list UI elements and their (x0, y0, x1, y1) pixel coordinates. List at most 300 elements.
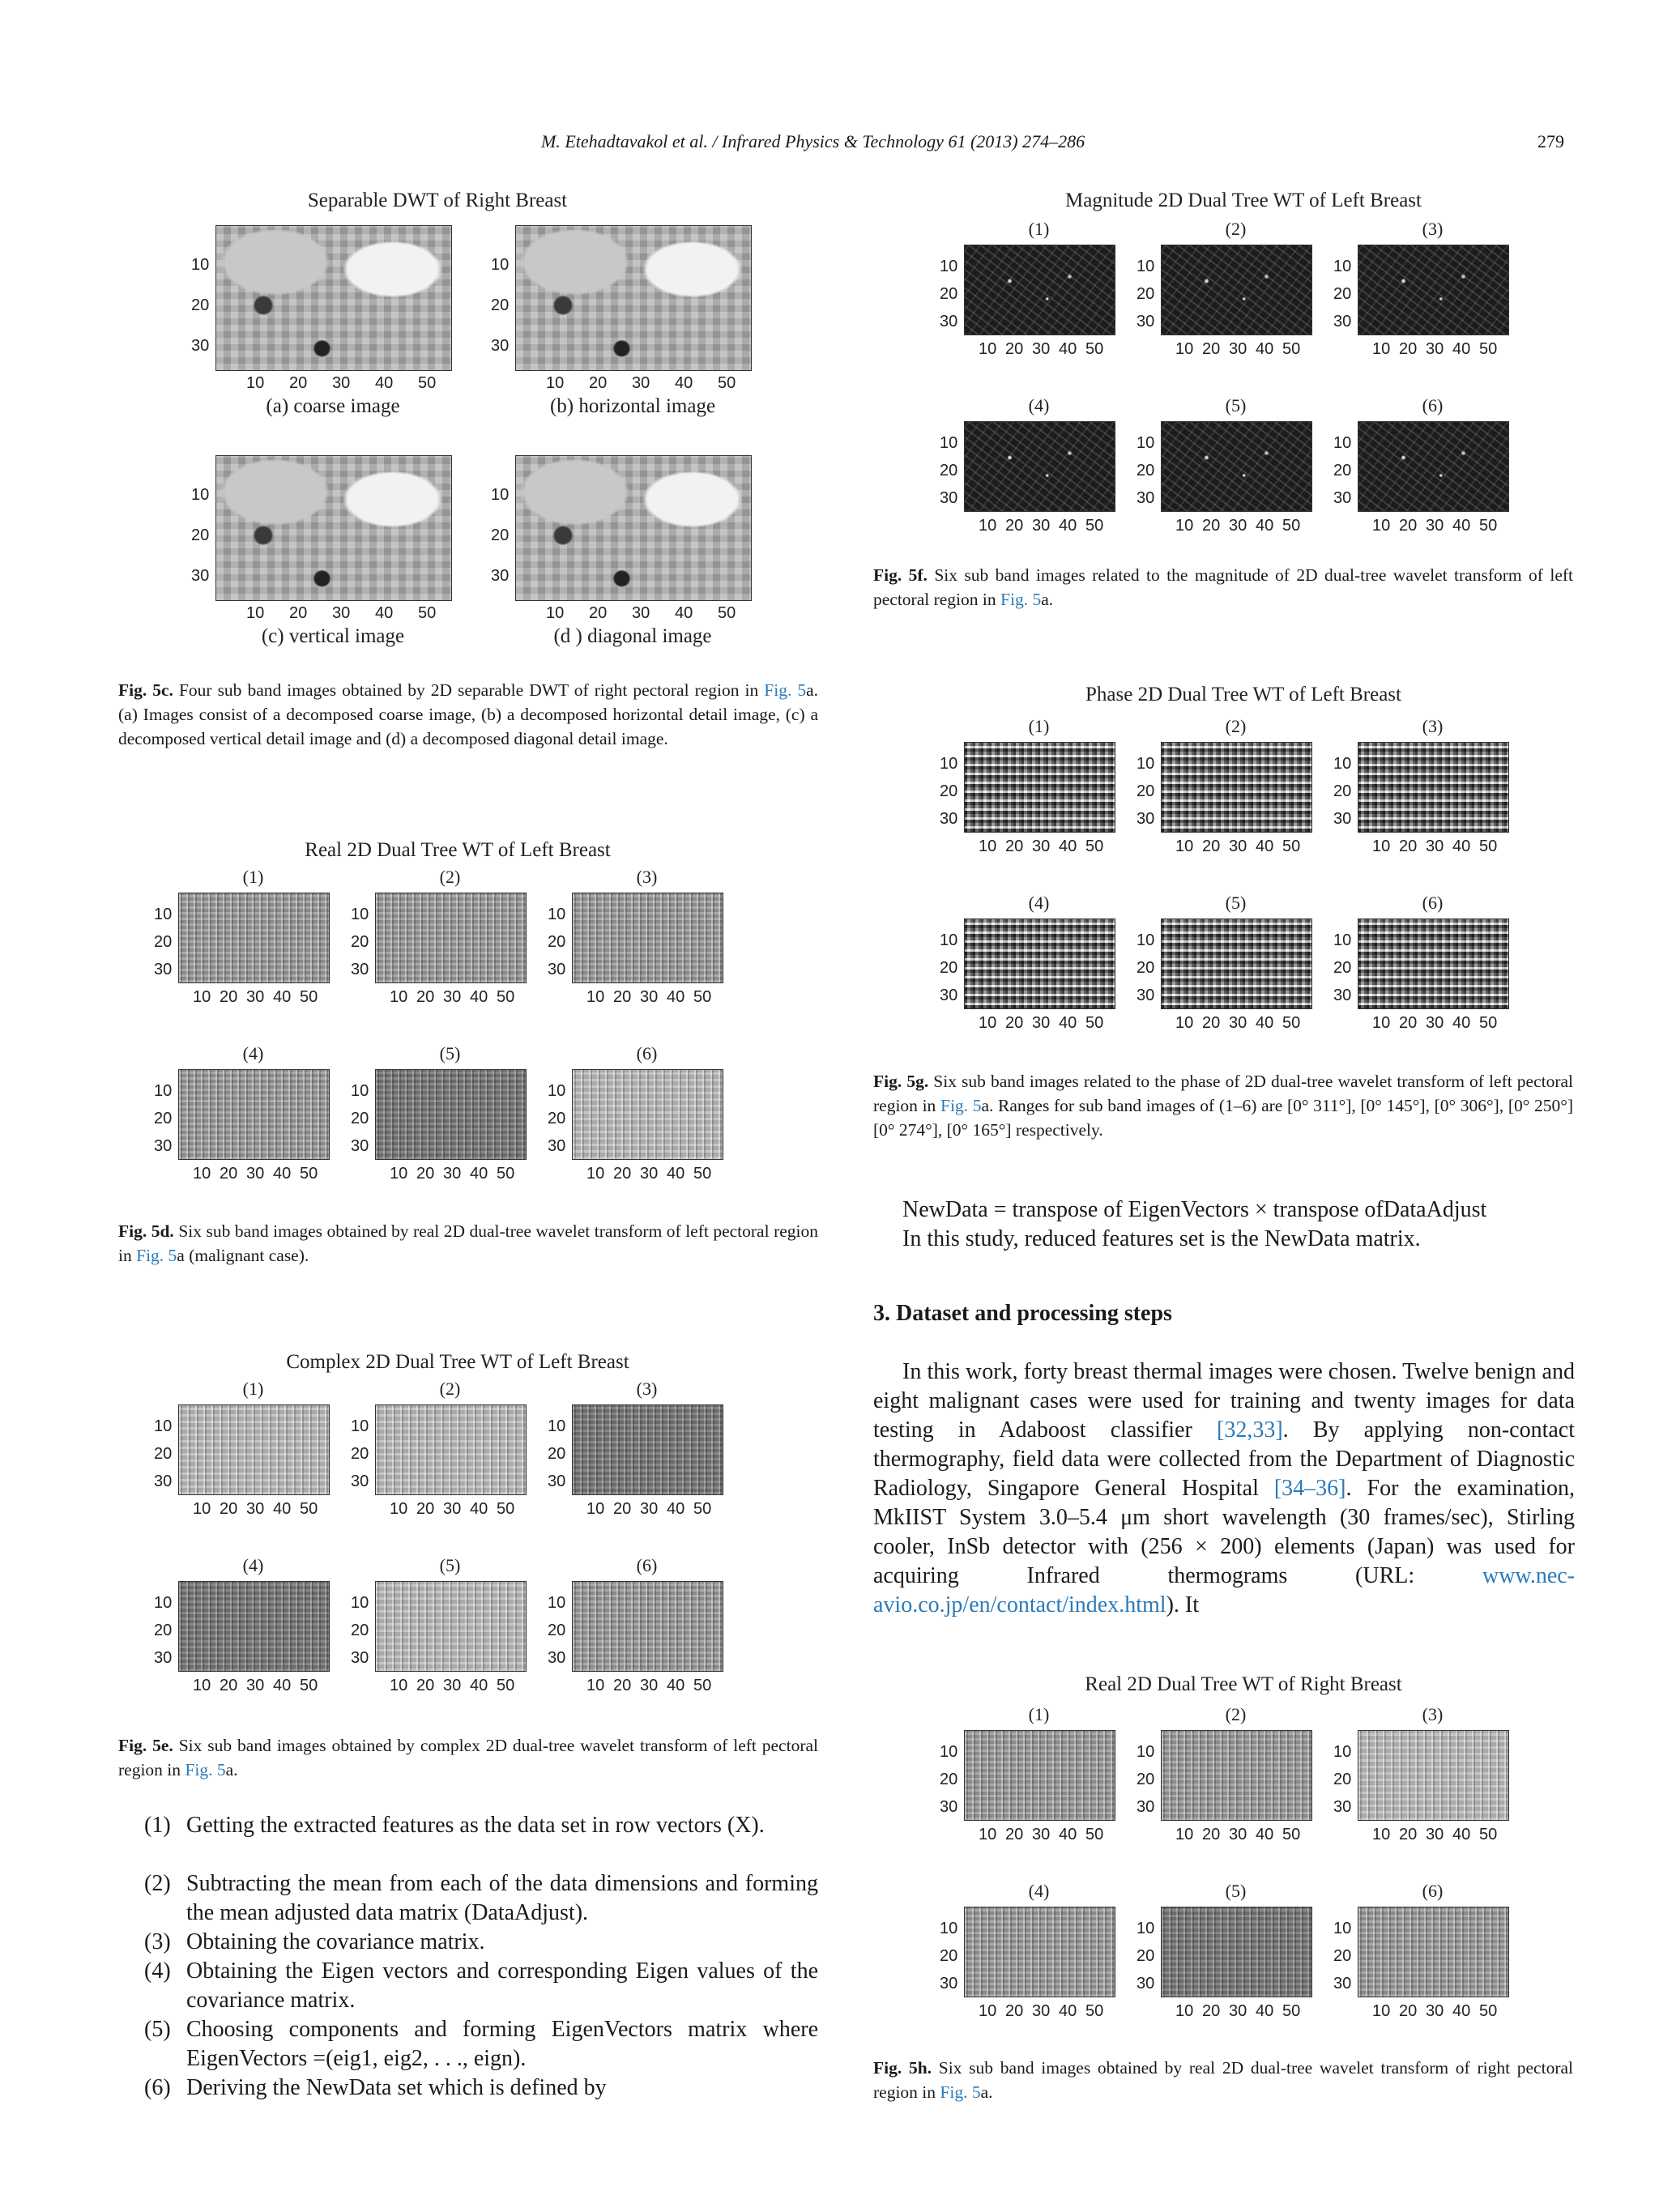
x-tick-label: 40 (1059, 1014, 1077, 1032)
x-tick-label: 40 (1452, 340, 1471, 358)
caption-fig5e (118, 1733, 818, 1782)
x-tick-label: 30 (1229, 1826, 1247, 1843)
panel-number-label: (2) (1225, 716, 1247, 736)
y-tick-label: 20 (154, 1622, 173, 1639)
panel-number-label: (6) (636, 1043, 658, 1063)
y-tick-label: 10 (351, 1417, 369, 1435)
y-tick-label: 30 (1137, 313, 1155, 330)
x-tick-label: 20 (289, 604, 308, 622)
panel-number-label: (1) (1028, 716, 1050, 736)
y-tick-label: 30 (1137, 810, 1155, 828)
x-tick-label: 50 (693, 1677, 712, 1694)
x-tick-label: 30 (632, 374, 650, 392)
y-tick-label: 10 (1333, 755, 1352, 773)
x-tick-label: 30 (332, 604, 351, 622)
subband-image-panel (964, 918, 1115, 1009)
caption-text: a. (225, 1760, 238, 1779)
x-tick-label: 40 (1256, 1014, 1274, 1032)
x-tick-label: 50 (1085, 340, 1104, 358)
y-tick-label: 30 (940, 810, 958, 828)
x-tick-label: 30 (1032, 1826, 1051, 1843)
subband-image-panel (1358, 742, 1509, 833)
x-tick-label: 40 (1059, 2002, 1077, 2020)
x-tick-label: 20 (220, 1677, 238, 1694)
panel-label-b: (b) horizontal image (549, 395, 716, 417)
y-tick-label: 20 (351, 1622, 369, 1639)
y-tick-label: 20 (191, 526, 210, 544)
paragraph-text: . For the examination, MkIIST System 3.0–5.4 μm short wavelength (30 frames/sec), Stirling cooler, InSb detector with (256 × 200) elements (Japan) was used for acquiring Infrared thermograms (URL: (873, 1476, 1575, 1588)
y-tick-label: 20 (191, 296, 210, 314)
x-tick-label: 30 (246, 1165, 265, 1183)
figure-5d (146, 834, 770, 1191)
y-tick-label: 30 (940, 1798, 958, 1816)
caption-label: Fig. 5h. (873, 2058, 932, 2078)
x-tick-label: 20 (1399, 340, 1418, 358)
x-tick-label: 40 (1452, 1014, 1471, 1032)
y-tick-label: 10 (940, 931, 958, 949)
y-tick-label: 10 (940, 755, 958, 773)
y-tick-label: 10 (1137, 1743, 1155, 1761)
y-tick-label: 30 (191, 567, 210, 585)
y-tick-label: 20 (940, 1771, 958, 1788)
x-tick-label: 30 (332, 374, 351, 392)
subband-image-panel (1161, 245, 1312, 335)
x-tick-label: 40 (667, 1677, 685, 1694)
x-tick-label: 30 (443, 1677, 462, 1694)
caption-label: Fig. 5f. (873, 565, 928, 585)
x-tick-label: 50 (1479, 837, 1498, 855)
paragraph-text: . By applying non-contact thermography, field data were collected from the Department of Diagnostic Radiology, Singapore General Hospital (873, 1417, 1576, 1501)
caption-text: Six sub band images obtained by complex 2D dual-tree wavelet transform of left pectoral region in (118, 1736, 819, 1779)
x-tick-label: 20 (1005, 1826, 1024, 1843)
x-tick-label: 10 (1372, 340, 1391, 358)
subband-image-panel (375, 1581, 527, 1672)
x-tick-label: 50 (497, 1500, 515, 1518)
y-tick-label: 20 (1333, 1947, 1352, 1965)
y-tick-label: 30 (154, 1649, 173, 1667)
y-tick-label: 10 (154, 1594, 173, 1612)
panel-number-label: (2) (1225, 219, 1247, 239)
x-tick-label: 10 (390, 1677, 408, 1694)
y-tick-label: 20 (1137, 1947, 1155, 1965)
url-link[interactable]: www.nec-avio.co.jp/en/contact/index.html (873, 1563, 1576, 1617)
y-tick-label: 10 (548, 1082, 566, 1100)
x-tick-label: 30 (443, 988, 462, 1006)
subband-image-panel (1358, 245, 1509, 335)
figure-title: Complex 2D Dual Tree WT of Left Breast (286, 1351, 629, 1373)
x-tick-label: 50 (497, 1165, 515, 1183)
panel-number-label: (6) (1422, 1881, 1444, 1901)
panel-number-label: (1) (242, 1379, 264, 1399)
x-tick-label: 20 (416, 1677, 435, 1694)
y-tick-label: 30 (1137, 987, 1155, 1004)
subband-image-panel (1358, 1907, 1509, 1997)
panel-number-label: (1) (1028, 1704, 1050, 1724)
x-tick-label: 30 (1032, 517, 1051, 535)
y-tick-label: 30 (940, 313, 958, 330)
y-tick-label: 30 (351, 1137, 369, 1155)
x-tick-label: 20 (613, 1165, 632, 1183)
panel-number-label: (5) (1225, 395, 1247, 416)
x-tick-label: 40 (273, 1500, 292, 1518)
y-tick-label: 10 (351, 1082, 369, 1100)
y-tick-label: 30 (940, 987, 958, 1004)
x-tick-label: 10 (193, 1677, 211, 1694)
panel-vertical-image (215, 455, 452, 601)
subband-image-panel (1161, 742, 1312, 833)
figure-5e (146, 1346, 770, 1703)
citation-link[interactable]: [34–36] (1273, 1476, 1346, 1501)
list-number: (6) (144, 2075, 171, 2100)
list-number: (4) (144, 1958, 171, 1984)
x-tick-label: 20 (613, 1677, 632, 1694)
panel-number-label: (1) (242, 867, 264, 887)
y-tick-label: 30 (548, 1649, 566, 1667)
x-tick-label: 20 (613, 1500, 632, 1518)
x-tick-label: 30 (1229, 2002, 1247, 2020)
x-tick-label: 10 (546, 604, 565, 622)
panel-number-label: (1) (1028, 219, 1050, 239)
caption-text: a (malignant case). (177, 1246, 309, 1265)
figure-5g (932, 684, 1555, 1056)
y-tick-label: 20 (940, 1947, 958, 1965)
x-tick-label: 20 (1202, 340, 1221, 358)
list-number: (1) (144, 1813, 171, 1838)
x-tick-label: 30 (632, 604, 650, 622)
x-tick-label: 10 (979, 837, 997, 855)
x-tick-label: 50 (1282, 517, 1301, 535)
y-tick-label: 20 (491, 296, 510, 314)
x-tick-label: 10 (390, 1165, 408, 1183)
x-tick-label: 50 (1085, 1014, 1104, 1032)
x-tick-label: 10 (586, 1677, 605, 1694)
x-tick-label: 20 (416, 988, 435, 1006)
y-tick-label: 20 (548, 933, 566, 951)
subband-image-panel (964, 1730, 1115, 1821)
y-tick-label: 10 (154, 906, 173, 923)
panel-number-label: (6) (636, 1555, 658, 1575)
y-tick-label: 20 (940, 462, 958, 479)
section-heading: 3. Dataset and processing steps (873, 1301, 1172, 1326)
x-tick-label: 10 (586, 988, 605, 1006)
x-tick-label: 30 (246, 988, 265, 1006)
y-tick-label: 20 (1137, 782, 1155, 800)
y-tick-label: 10 (940, 434, 958, 452)
x-tick-label: 10 (1175, 2002, 1194, 2020)
panel-number-label: (5) (1225, 893, 1247, 913)
x-tick-label: 40 (470, 988, 488, 1006)
x-tick-label: 50 (693, 1500, 712, 1518)
caption-fig5c (118, 678, 818, 751)
subband-image-panel (572, 1581, 723, 1672)
x-tick-label: 50 (300, 1165, 318, 1183)
x-tick-label: 30 (1032, 1014, 1051, 1032)
panel-number-label: (3) (1422, 716, 1444, 736)
y-tick-label: 30 (154, 961, 173, 978)
x-tick-label: 20 (1005, 340, 1024, 358)
body-paragraph (873, 1357, 1575, 1620)
x-tick-label: 30 (1032, 837, 1051, 855)
y-tick-label: 30 (1333, 489, 1352, 507)
y-tick-label: 20 (1137, 1771, 1155, 1788)
y-tick-label: 20 (1333, 1771, 1352, 1788)
y-tick-label: 30 (1333, 1975, 1352, 1993)
x-tick-label: 50 (1085, 837, 1104, 855)
panel-number-label: (4) (242, 1555, 264, 1575)
x-tick-label: 10 (979, 2002, 997, 2020)
x-tick-label: 30 (1426, 837, 1444, 855)
subband-image-panel (572, 893, 723, 983)
x-tick-label: 40 (667, 1165, 685, 1183)
subband-image-panel (178, 1069, 330, 1160)
y-tick-label: 30 (1137, 1975, 1155, 1993)
caption-text: a. (980, 2082, 993, 2102)
list-text: Subtracting the mean from each of the data dimensions and forming the mean adjusted data matrix (DataAdjust). (186, 1871, 818, 1925)
x-tick-label: 40 (1452, 517, 1471, 535)
y-tick-label: 30 (1137, 489, 1155, 507)
x-tick-label: 30 (246, 1677, 265, 1694)
panel-number-label: (4) (1028, 395, 1050, 416)
y-tick-label: 30 (1137, 1798, 1155, 1816)
x-tick-label: 10 (193, 988, 211, 1006)
x-tick-label: 30 (1032, 340, 1051, 358)
y-tick-label: 30 (154, 1473, 173, 1490)
x-tick-label: 10 (586, 1500, 605, 1518)
y-tick-label: 20 (491, 526, 510, 544)
panel-label-c: (c) vertical image (261, 625, 405, 647)
x-tick-label: 10 (1372, 1826, 1391, 1843)
y-tick-label: 20 (1333, 782, 1352, 800)
caption-fig5h (873, 2056, 1573, 2104)
x-tick-label: 40 (1059, 837, 1077, 855)
x-tick-label: 20 (1202, 1826, 1221, 1843)
list-number: (3) (144, 1929, 171, 1954)
list-text: Obtaining the covariance matrix. (186, 1929, 485, 1954)
figure-5h (932, 1672, 1555, 2036)
x-tick-label: 50 (300, 1500, 318, 1518)
x-tick-label: 30 (1426, 1826, 1444, 1843)
x-tick-label: 50 (418, 374, 437, 392)
x-tick-label: 10 (1175, 1014, 1194, 1032)
x-tick-label: 40 (1256, 1826, 1274, 1843)
x-tick-label: 40 (470, 1500, 488, 1518)
x-tick-label: 40 (1452, 1826, 1471, 1843)
y-tick-label: 10 (491, 486, 510, 504)
y-tick-label: 10 (1137, 755, 1155, 773)
x-tick-label: 50 (1282, 340, 1301, 358)
y-tick-label: 10 (940, 1920, 958, 1937)
y-tick-label: 10 (548, 1417, 566, 1435)
figure-link[interactable]: Fig. 5 (136, 1246, 177, 1265)
list-text: Deriving the NewData set which is defined by (186, 2075, 607, 2100)
list-item (144, 1928, 818, 1957)
y-tick-label: 20 (548, 1622, 566, 1639)
subband-image-panel (1358, 918, 1509, 1009)
x-tick-label: 50 (418, 604, 437, 622)
panel-number-label: (3) (1422, 1704, 1444, 1724)
list-number: (2) (144, 1871, 171, 1896)
x-tick-label: 10 (1372, 837, 1391, 855)
subband-image-panel (1161, 1730, 1312, 1821)
x-tick-label: 10 (246, 374, 265, 392)
x-tick-label: 20 (589, 374, 608, 392)
x-tick-label: 10 (1175, 1826, 1194, 1843)
citation-link[interactable]: [32,33] (1217, 1417, 1283, 1443)
caption-text: a. (1041, 590, 1054, 609)
caption-fig5g (873, 1069, 1573, 1142)
caption-label: Fig. 5c. (118, 680, 173, 700)
x-tick-label: 20 (416, 1500, 435, 1518)
figure-link[interactable]: Fig. 5 (1000, 590, 1042, 609)
subband-image-panel (964, 245, 1115, 335)
running-header: M. Etehadtavakol et al. / Infrared Physics & Technology 61 (2013) 274–286 (541, 131, 1085, 151)
x-tick-label: 10 (1175, 837, 1194, 855)
panel-diagonal-image (515, 455, 752, 601)
x-tick-label: 20 (589, 604, 608, 622)
panel-number-label: (6) (1422, 893, 1444, 913)
subband-image-panel (1161, 918, 1312, 1009)
x-tick-label: 40 (1059, 340, 1077, 358)
x-tick-label: 10 (390, 988, 408, 1006)
y-tick-label: 10 (154, 1417, 173, 1435)
y-tick-label: 10 (940, 258, 958, 275)
y-tick-label: 10 (191, 486, 210, 504)
x-tick-label: 40 (1059, 1826, 1077, 1843)
x-tick-label: 40 (1256, 517, 1274, 535)
x-tick-label: 50 (497, 1677, 515, 1694)
x-tick-label: 40 (1256, 2002, 1274, 2020)
caption-text: Four sub band images obtained by 2D separable DWT of right pectoral region in (178, 680, 759, 700)
figure-link[interactable]: Fig. 5 (940, 1096, 982, 1115)
caption-text: a. (a) Images consist of a decomposed coarse image, (b) a decomposed horizontal detail image, (c) a decomposed vertical detail image and (d) a decomposed diagonal detail image. (118, 680, 819, 748)
paragraph-text: ). It (1166, 1592, 1200, 1617)
x-tick-label: 10 (979, 517, 997, 535)
caption-label: Fig. 5d. (118, 1221, 174, 1241)
caption-fig5f (873, 563, 1573, 612)
x-tick-label: 10 (546, 374, 565, 392)
panel-number-label: (6) (1422, 395, 1444, 416)
y-tick-label: 10 (1333, 1743, 1352, 1761)
x-tick-label: 30 (443, 1165, 462, 1183)
figure-link[interactable]: Fig. 5 (185, 1760, 226, 1779)
caption-text: Six sub band images obtained by real 2D dual-tree wavelet transform of right pectoral region in (873, 2058, 1574, 2102)
y-tick-label: 20 (548, 1445, 566, 1463)
y-tick-label: 10 (351, 906, 369, 923)
subband-image-panel (1161, 421, 1312, 512)
x-tick-label: 30 (1229, 517, 1247, 535)
list-text: Getting the extracted features as the data set in row vectors (X). (186, 1813, 765, 1838)
x-tick-label: 50 (1282, 1014, 1301, 1032)
x-tick-label: 20 (220, 988, 238, 1006)
panel-number-label: (4) (1028, 893, 1050, 913)
x-tick-label: 10 (193, 1165, 211, 1183)
x-tick-label: 20 (1399, 1826, 1418, 1843)
y-tick-label: 10 (1333, 931, 1352, 949)
y-tick-label: 20 (940, 285, 958, 303)
figure-title: Separable DWT of Right Breast (307, 190, 568, 211)
x-tick-label: 30 (1426, 1014, 1444, 1032)
x-tick-label: 30 (443, 1500, 462, 1518)
x-tick-label: 50 (693, 1165, 712, 1183)
x-tick-label: 10 (390, 1500, 408, 1518)
caption-text: Six sub band images obtained by real 2D dual-tree wavelet transform of left pectoral region in (118, 1221, 818, 1265)
y-tick-label: 20 (351, 1110, 369, 1127)
list-item (144, 1957, 818, 2015)
x-tick-label: 50 (1479, 2002, 1498, 2020)
x-tick-label: 50 (497, 988, 515, 1006)
x-tick-label: 50 (1479, 517, 1498, 535)
x-tick-label: 10 (246, 604, 265, 622)
list-item (144, 2015, 818, 2073)
x-tick-label: 20 (1202, 517, 1221, 535)
y-tick-label: 30 (351, 1649, 369, 1667)
figure-link[interactable]: Fig. 5 (940, 2082, 981, 2102)
caption-text: Six sub band images related to the phase of 2D dual-tree wavelet transform of left pectoral region in (873, 1072, 1574, 1115)
y-tick-label: 20 (940, 782, 958, 800)
x-tick-label: 10 (586, 1165, 605, 1183)
x-tick-label: 20 (1005, 517, 1024, 535)
panel-number-label: (4) (1028, 1881, 1050, 1901)
x-tick-label: 50 (1282, 2002, 1301, 2020)
x-tick-label: 30 (1229, 837, 1247, 855)
x-tick-label: 50 (718, 374, 736, 392)
y-tick-label: 30 (1333, 987, 1352, 1004)
figure-link[interactable]: Fig. 5 (764, 680, 807, 700)
x-tick-label: 50 (1085, 1826, 1104, 1843)
list-item (144, 1811, 818, 1869)
x-tick-label: 20 (1005, 1014, 1024, 1032)
panel-horizontal-image (515, 225, 752, 371)
y-tick-label: 10 (940, 1743, 958, 1761)
x-tick-label: 30 (1426, 340, 1444, 358)
panel-number-label: (2) (439, 1379, 461, 1399)
y-tick-label: 20 (1333, 462, 1352, 479)
x-tick-label: 30 (1229, 340, 1247, 358)
caption-label: Fig. 5g. (873, 1072, 929, 1091)
x-tick-label: 40 (375, 604, 394, 622)
steps-list (144, 1811, 818, 2119)
x-tick-label: 50 (1479, 1826, 1498, 1843)
y-tick-label: 20 (154, 1445, 173, 1463)
x-tick-label: 20 (1202, 2002, 1221, 2020)
x-tick-label: 20 (1005, 837, 1024, 855)
y-tick-label: 20 (1137, 959, 1155, 977)
x-tick-label: 20 (613, 988, 632, 1006)
figure-title: Magnitude 2D Dual Tree WT of Left Breast (1065, 190, 1422, 211)
list-text: Obtaining the Eigen vectors and corresponding Eigen values of the covariance matrix. (186, 1958, 818, 2013)
x-tick-label: 10 (979, 340, 997, 358)
panel-number-label: (5) (1225, 1881, 1247, 1901)
x-tick-label: 50 (718, 604, 736, 622)
x-tick-label: 20 (289, 374, 308, 392)
x-tick-label: 50 (1479, 340, 1498, 358)
y-tick-label: 10 (1333, 434, 1352, 452)
list-number: (5) (144, 2017, 171, 2042)
x-tick-label: 40 (273, 1677, 292, 1694)
x-tick-label: 50 (1282, 1826, 1301, 1843)
formula: NewData = transpose of EigenVectors × transpose ofDataAdjust (902, 1197, 1487, 1222)
x-tick-label: 40 (667, 1500, 685, 1518)
x-tick-label: 40 (667, 988, 685, 1006)
y-tick-label: 10 (1333, 1920, 1352, 1937)
caption-text: a. Ranges for sub band images of (1–6) are [0° 311°], [0° 145°], [0° 306°], [0° 250°] [0° 274°], [0° 165°] respectively. (873, 1096, 1573, 1140)
panel-number-label: (2) (1225, 1704, 1247, 1724)
subband-image-panel (178, 1404, 330, 1495)
y-tick-label: 20 (351, 933, 369, 951)
panel-number-label: (5) (439, 1555, 461, 1575)
x-tick-label: 40 (675, 604, 693, 622)
y-tick-label: 10 (191, 256, 210, 274)
